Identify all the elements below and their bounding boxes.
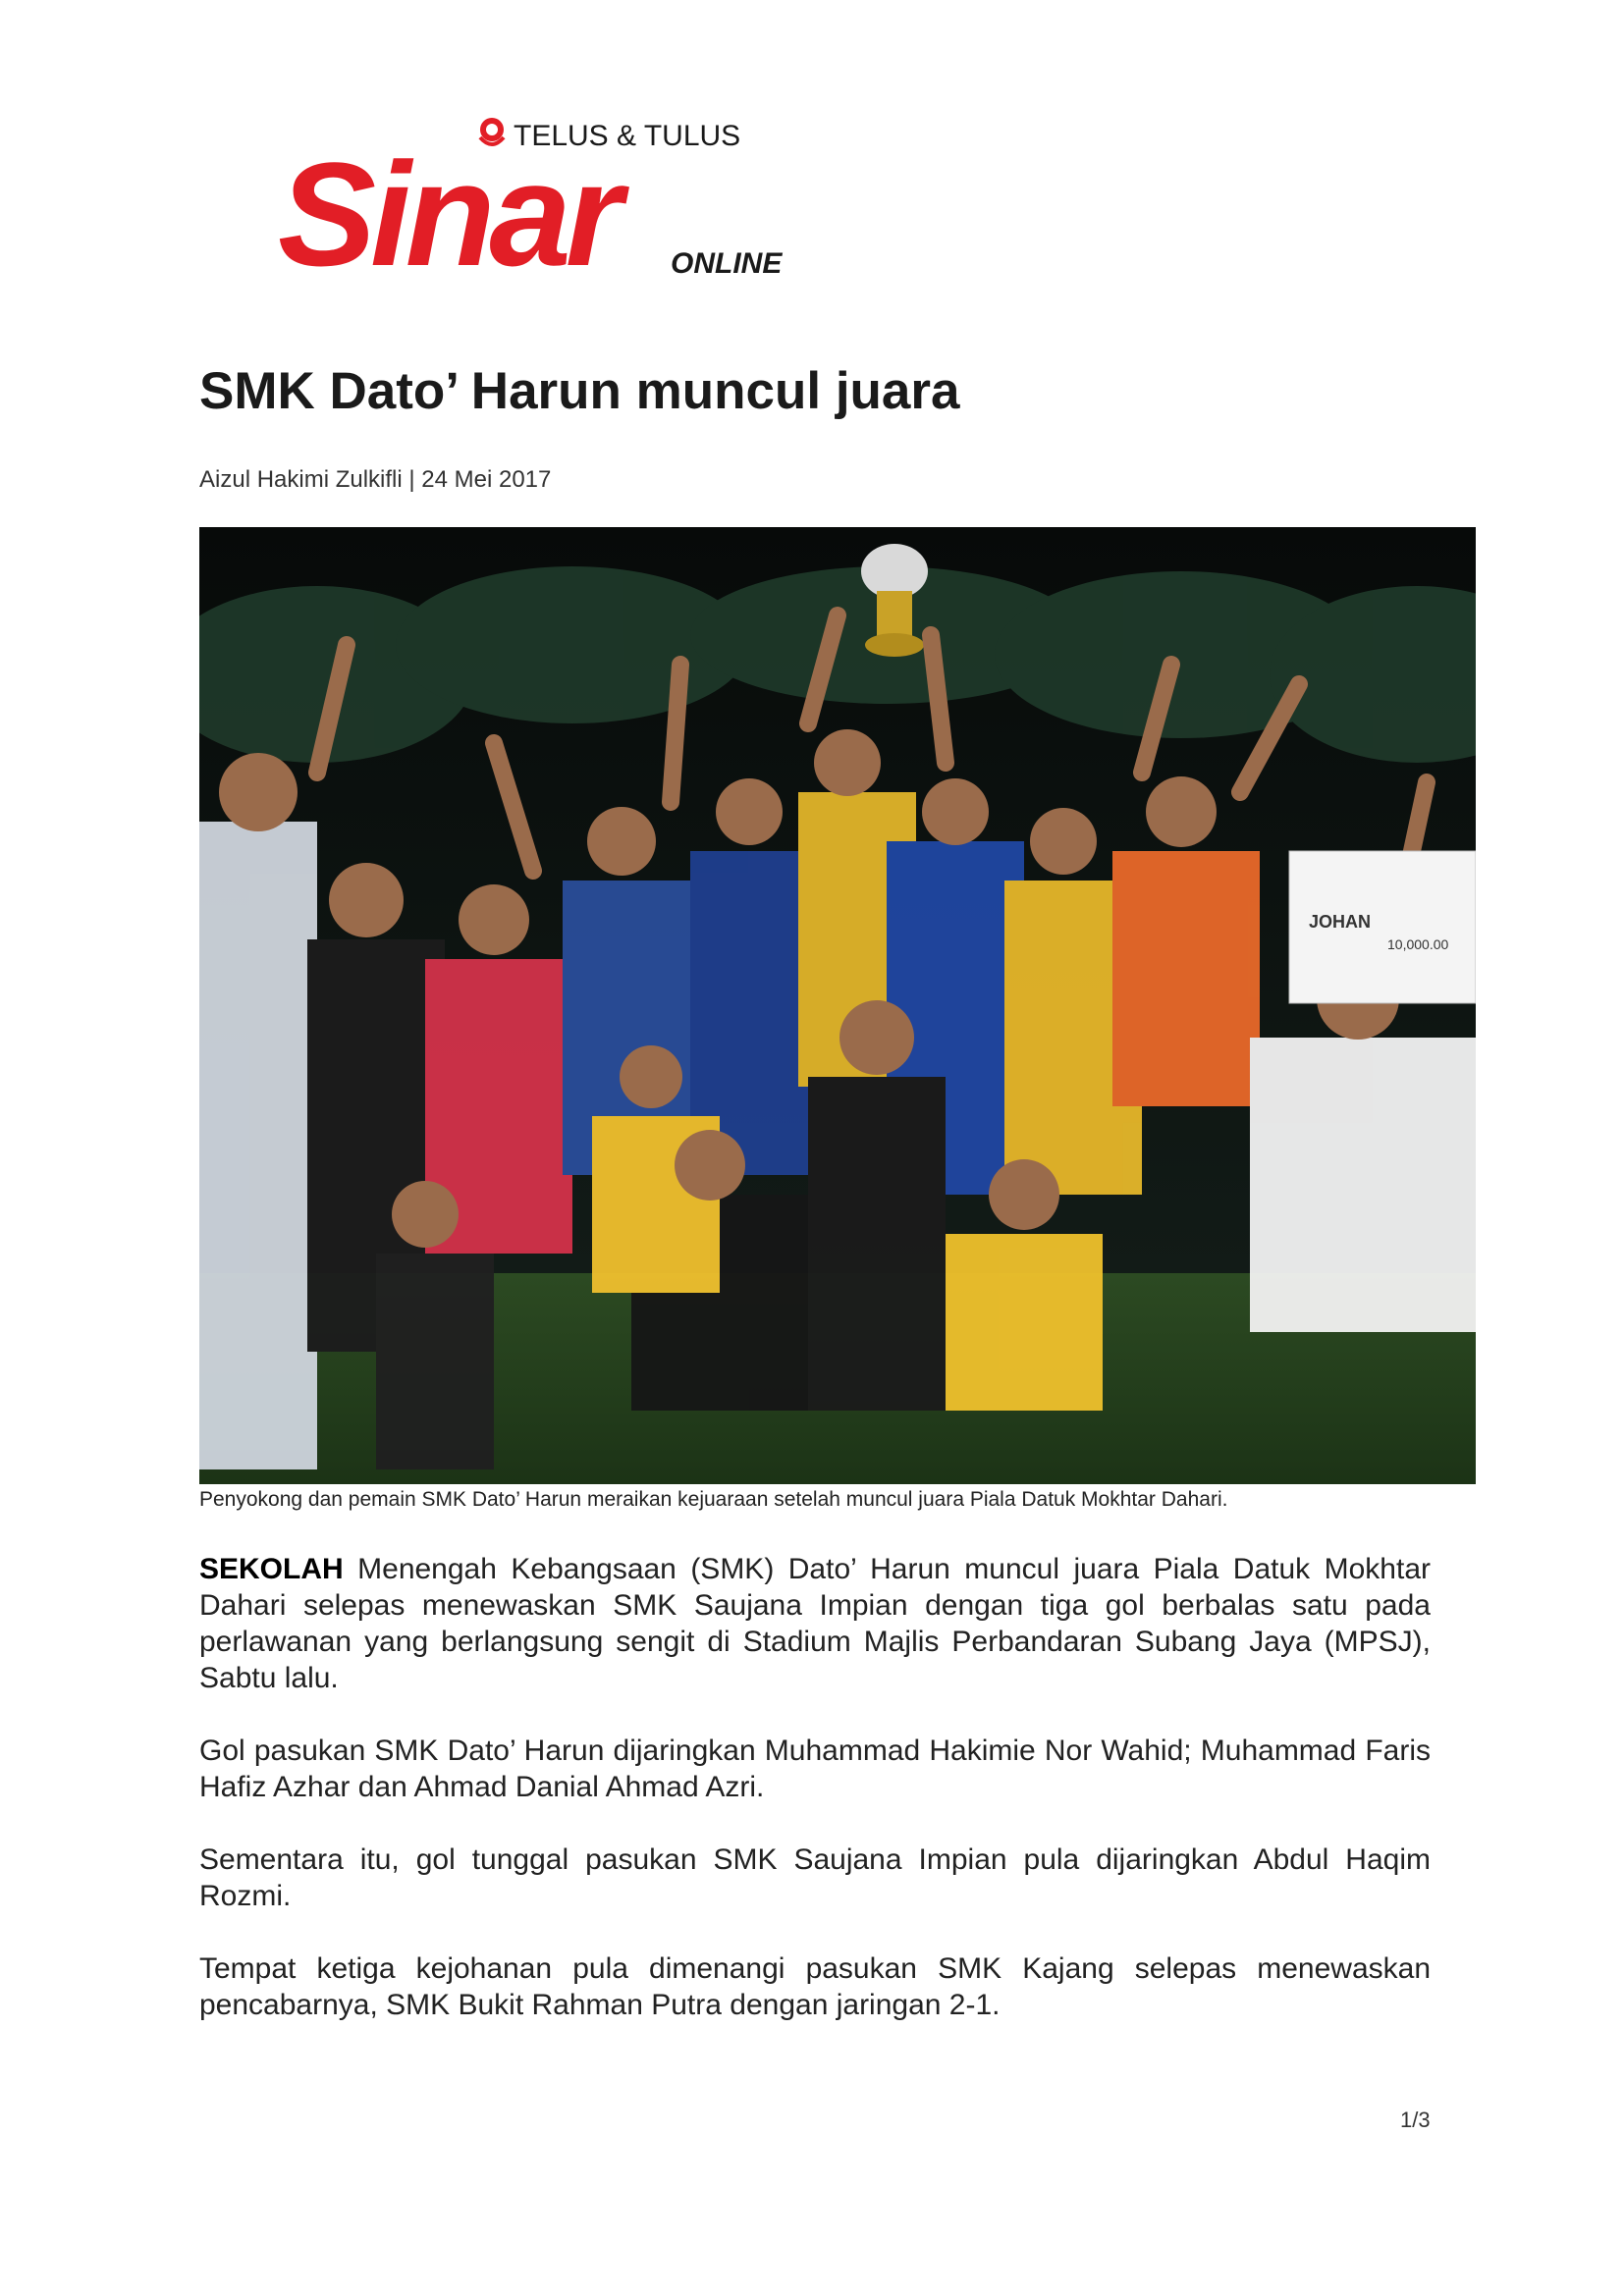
photo-caption: Penyokong dan pemain SMK Dato’ Harun meraikan kejuaraan setelah muncul juara Piala Datuk Mokhtar Dahari. (199, 1488, 1228, 1511)
logo-suffix: ONLINE (671, 247, 783, 280)
article-paragraph: Gol pasukan SMK Dato’ Harun dijaringkan Muhammad Hakimie Nor Wahid; Muhammad Faris Hafiz Azhar dan Ahmad Danial Ahmad Azri. (199, 1735, 1431, 1803)
logo-brand: Sinar (278, 132, 618, 290)
sinar-online-logo (278, 108, 793, 290)
prize-sign-amount: 10,000.00 (1387, 936, 1449, 952)
prize-cheque-sign (1289, 851, 1476, 1003)
article-paragraph: Tempat ketiga kejohanan pula dimenangi pasukan SMK Kajang selepas menewaskan pencabarnya, SMK Bukit Rahman Putra dengan jaringan 2-1. (199, 1952, 1431, 2021)
article-body (199, 1551, 1431, 2059)
article-photo (199, 527, 1476, 1484)
article-paragraph (199, 1551, 1431, 1696)
paragraph-lead-word: SEKOLAH (199, 1553, 344, 1585)
article-headline: SMK Dato’ Harun muncul juara (199, 362, 960, 420)
paragraph-text: Menengah Kebangsaan (SMK) Dato’ Harun muncul juara Piala Datuk Mokhtar Dahari selepas menewaskan SMK Saujana Impian dengan tiga gol berbalas satu pada perlawanan yang berlangsung sengit di Stadium Majlis Perbandaran Subang Jaya (MPSJ), Sabtu lalu. (199, 1553, 1431, 1694)
article-paragraph: Sementara itu, gol tunggal pasukan SMK Saujana Impian pula dijaringkan Abdul Haqim Rozmi. (199, 1843, 1431, 1912)
page-number: 1/3 (1400, 2108, 1431, 2132)
logo-tagline: TELUS & TULUS (514, 120, 741, 152)
prize-sign-title: JOHAN (1309, 912, 1372, 932)
article-byline: Aizul Hakimi Zulkifli | 24 Mei 2017 (199, 466, 552, 493)
